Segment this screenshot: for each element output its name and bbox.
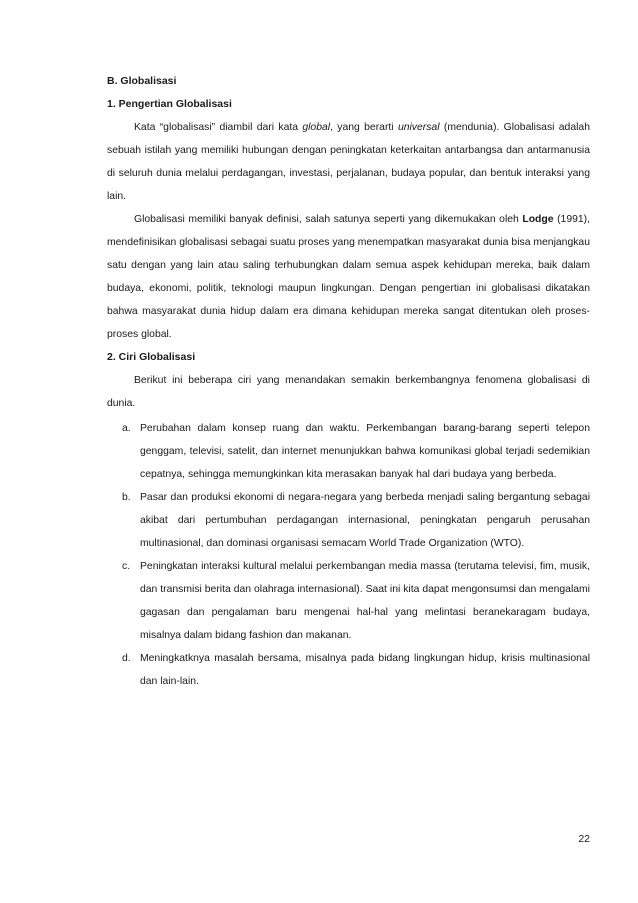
subsection-heading-pengertian: 1. Pengertian Globalisasi [107, 98, 232, 110]
paragraph-definition-text-1: Kata “globalisasi” diambil dari kata [134, 122, 303, 133]
list-item [107, 417, 590, 486]
list-item-text: Meningkatknya masalah bersama, misalnya pada bidang lingkungan hidup, krisis multinasional dan lain-lain. [140, 653, 590, 687]
list-marker: a. [122, 423, 131, 434]
list-item-text: Perubahan dalam konsep ruang dan waktu. Perkembangan barang-barang seperti telepon genggam, televisi, satelit, dan internet menunjukkan bahwa komunikasi global terjadi sedemikian cepatnya, sehingga memungkinkan kita merasakan banyak hal dari budaya yang berbeda. [140, 423, 590, 480]
paragraph-definition [107, 116, 590, 208]
paragraph-definition-text-3: (mendunia). Globalisasi adalah sebuah istilah yang memiliki hubungan dengan peningkatan keterkaitan antarbangsa dan antarmanusia di seluruh dunia melalui perdagangan, investasi, perjalanan, budaya popular, dan bentuk interaksi yang lain. [107, 122, 590, 202]
ciri-list-wrapper [107, 417, 590, 693]
paragraph-lodge [107, 208, 590, 346]
section-heading-globalisasi: B. Globalisasi [107, 75, 177, 87]
list-marker: c. [122, 561, 131, 572]
list-item [107, 647, 590, 693]
paragraph-lodge-text-1: Globalisasi memiliki banyak definisi, salah satunya seperti yang dikemukakan oleh [134, 214, 523, 225]
paragraph-ciri-intro: Berikut ini beberapa ciri yang menandakan semakin berkembangnya fenomena globalisasi di dunia. [107, 375, 590, 409]
paragraph-lodge-text-2: (1991), mendefinisikan globalisasi sebagai suatu proses yang menempatkan masyarakat dunia bisa menjangkau satu dengan yang lain atau saling terhubungkan dalam semua aspek kehidupan mereka, baik dalam budaya, ekonomi, politik, teknologi maupun lingkungan. Dengan pengertian ini globalisasi dikatakan bahwa masyarakat dunia hidup dalam era dimana kehidupan mereka sangat ditentukan oleh proses-proses global. [107, 214, 590, 340]
list-item-text: Peningkatan interaksi kultural melalui perkembangan media massa (terutama televisi, fim, musik, dan transmisi berita dan olahraga internasional). Saat ini kita dapat mengonsumsi dan mengalami gagasan dan pengalaman baru mengenai hal-hal yang melintasi beranekaragam budaya, misalnya dalam bidang fashion dan makanan. [140, 561, 590, 641]
list-marker: b. [122, 492, 131, 503]
author-name-lodge: Lodge [522, 214, 554, 225]
list-item-text: Pasar dan produksi ekonomi di negara-negara yang berbeda menjadi saling bergantung sebagai akibat dari pertumbuhan perdagangan internasional, peningkatan pengaruh perusahan multinasional, dan dominasi organisasi semacam World Trade Organization (WTO). [140, 492, 590, 549]
ciri-list [107, 417, 590, 693]
page-number: 22 [578, 833, 590, 845]
italic-term-global: global [302, 122, 331, 133]
italic-term-universal: universal [397, 122, 440, 133]
page-content [107, 70, 590, 693]
list-item [107, 555, 590, 647]
paragraph-definition-text-2: , yang berarti [330, 122, 398, 133]
list-item [107, 486, 590, 555]
list-marker: d. [122, 653, 131, 664]
subsection-heading-ciri: 2. Ciri Globalisasi [107, 351, 196, 363]
